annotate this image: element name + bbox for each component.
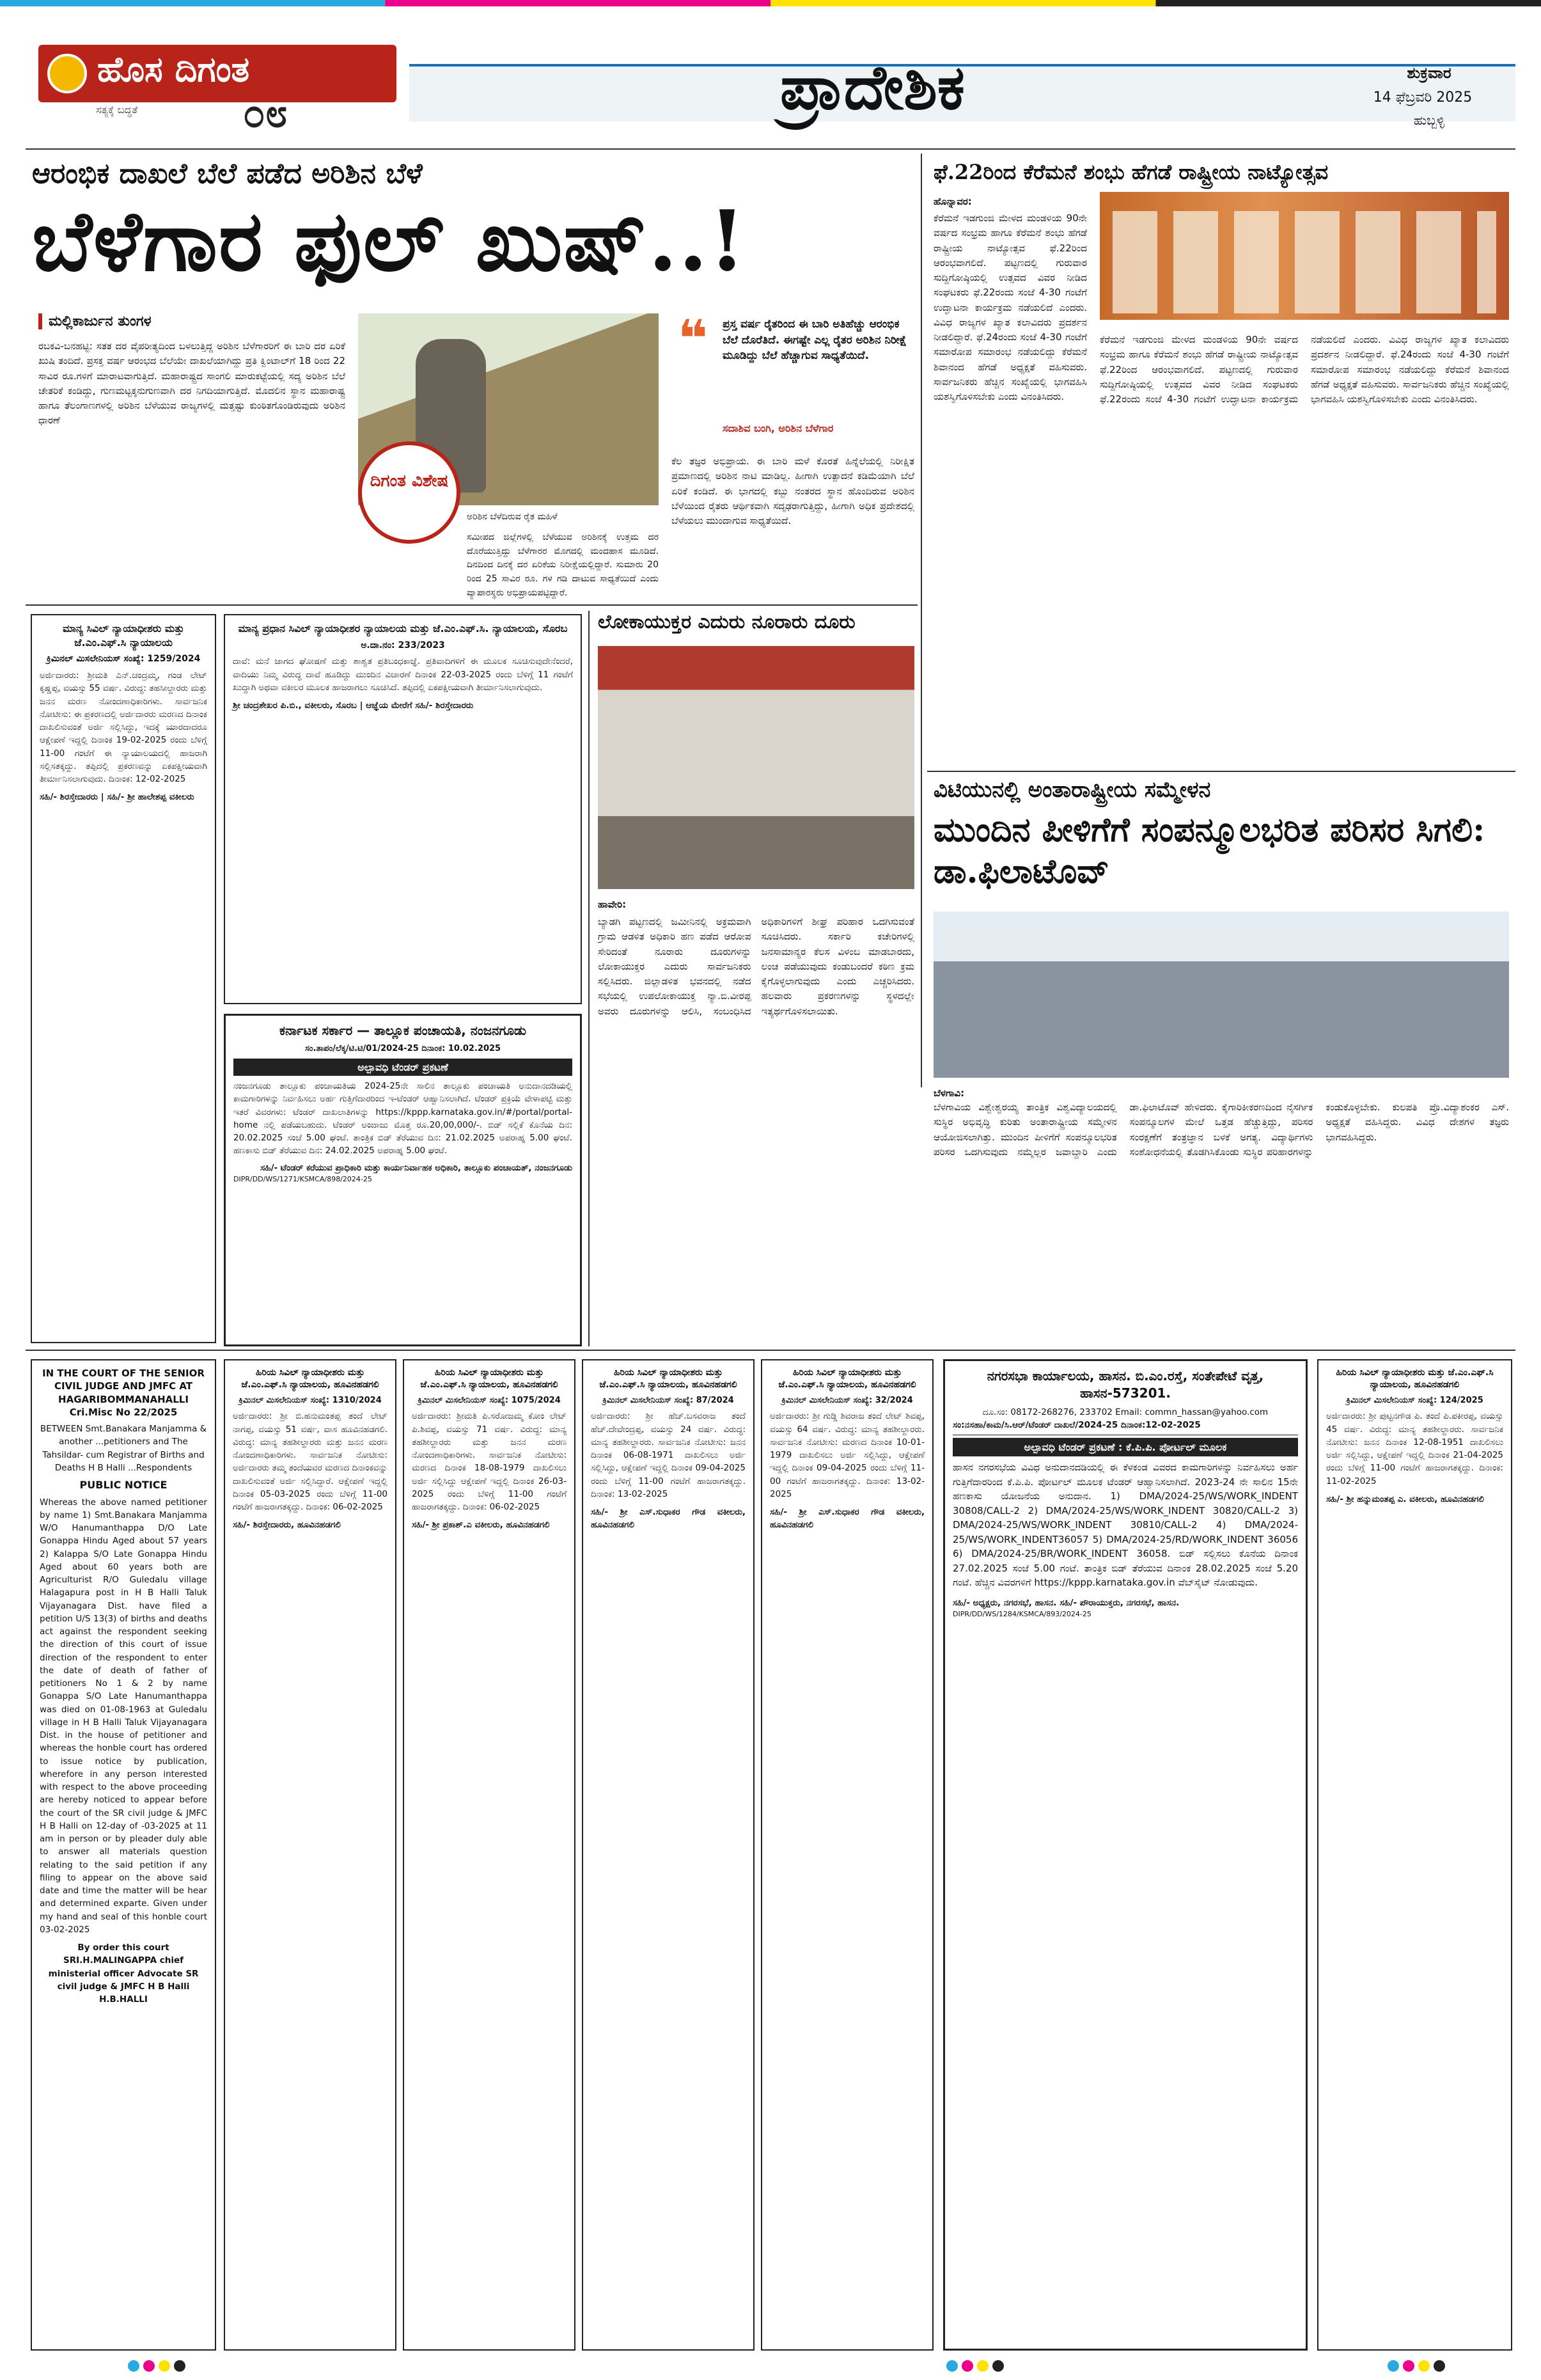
notice-bottom-4-title: ಹಿರಿಯ ಸಿವಿಲ್ ನ್ಯಾಯಾಧೀಶರು ಮತ್ತು ಜೆ.ಎಂ.ಎಫ್.ಸಿ ನ್ಯಾಯಾಲಯ, ಹೂವಿನಹಡಗಲಿ [778,1367,916,1390]
notice-bottom-3 [582,1359,755,2351]
photo-caption: ಅರಿಶಿನ ಬೆಳೆದಿರುವ ರೈತ ಮಹಿಳೆ [467,512,558,522]
notice-bottom-4-body: ಅರ್ಜಿದಾರರು: ಶ್ರೀ ಗುಡ್ಡಿ ಶಿವರಾಜ ತಂದೆ ಲೇಟ್ ಶಿವಪ್ಪ, ವಯಸ್ಸು 64 ವರ್ಷ. ವಿರುದ್ಧ: ಮಾನ್ಯ ತಹಶೀಲ್ದಾರರು. ಸಾರ್ವಜನಿಕ ನೋಟೀಸು: ಮರಣದ ದಿನಾಂಕ 10-01-1979 ದಾಖಲಿಸಲು ಅರ್ಜಿ ಸಲ್ಲಿಸಿದ್ದು, ಆಕ್ಷೇಪಣೆ ಇದ್ದಲ್ಲಿ ದಿನಾಂಕ 09-04-2025 ರಂದು ಬೆಳಿಗ್ಗೆ 11-00 ಗಂಟೆಗೆ ಹಾಜರಾಗತಕ್ಕದ್ದು. ದಿನಾಂಕ: 13-02-2025 [770,1411,925,1499]
notice-hassan-ref: ಸಂ:ನಸಹಾ/ಕಾಮ/ಸಿ.ಆರ್/ಟೆಂಡರ್ ದಾಖಲೆ/2024-25 ದಿನಾಂಕ:12-02-2025 [953,1419,1298,1435]
registration-marks-mid [946,2360,1008,2374]
notice-bottom-4-case: ಕ್ರಿಮಿನಲ್ ಮಿಸಲೇನಿಯಸ್ ಸಂಖ್ಯೆ: 32/2024 [781,1395,913,1405]
notice-hassan-code: DIPR/DD/WS/1284/KSMCA/893/2024-25 [953,1609,1091,1618]
notice-bottom-5 [1317,1359,1512,2351]
notice-bottom-1-title: ಹಿರಿಯ ಸಿವಿಲ್ ನ್ಯಾಯಾಧೀಶರು ಮತ್ತು ಜೆ.ಎಂ.ಎಫ್.ಸಿ ನ್ಯಾಯಾಲಯ, ಹೂವಿನಹಡಗಲಿ [241,1367,379,1390]
notice-left-case: ಕ್ರಿಮಿನಲ್ ಮಿಸಲೇನಿಯಸ್ ಸಂಖ್ಯೆ: 1259/2024 [46,654,201,665]
section-title: ಪ್ರಾದೇಶಿಕ [780,51,965,123]
notice-sorab [224,614,582,1004]
notice-english-between: BETWEEN Smt.Banakara Manjamma & another ...petitioners and The Tahsildar- cum Registrar of Births and Deaths H B Halli ...Respondents [40,1424,207,1473]
notice-english-sub: PUBLIC NOTICE [79,1479,168,1491]
festival-story [927,154,1515,768]
badge-text: ದಿಗಂತ ವಿಶೇಷ [370,471,449,491]
notice-bottom-1-footer: ಸಹಿ/- ಶಿರಸ್ತೇದಾರರು, ಹೂವಿನಹಡಗಲಿ [233,1520,341,1531]
top-color-strip [0,0,1541,6]
logo-emblem-icon [47,54,87,93]
notice-hassan-title: ನಗರಸಭಾ ಕಾರ್ಯಾಲಯ, ಹಾಸನ. ಬಿ.ಎಂ.ರಸ್ತೆ, ಸಂತೇಪೇಟೆ ವೃತ್ತ, ಹಾಸನ-573201. [987,1368,1264,1401]
page-number: ೦೮ [243,90,288,136]
notice-sorab-body: ದಾವೆ: ಮನೆ ಜಾಗದ ಘೋಷಣೆ ಮತ್ತು ಶಾಶ್ವತ ಪ್ರತಿಬಂಧಕಾಜ್ಞೆ. ಪ್ರತಿವಾದಿಗಳಿಗೆ ಈ ಮೂಲಕ ಸೂಚಿಸುವುದೇನೆಂದರೆ, ವಾದಿಯು ನಿಮ್ಮ ವಿರುದ್ಧ ದಾವೆ ಹೂಡಿದ್ದು ಮುಂದಿನ ವಿಚಾರಣೆ ದಿನಾಂಕ 22-03-2025 ರಂದು ಬೆಳಿಗ್ಗೆ 11 ಗಂಟೆಗೆ ಖುದ್ದಾಗಿ ಅಥವಾ ವಕೀಲರ ಮೂಲಕ ಹಾಜರಾಗಲು ಸೂಚಿಸಿದೆ. ತಪ್ಪಿದಲ್ಲಿ ಏಕಪಕ್ಷೀಯವಾಗಿ ತೀರ್ಮಾನಿಸಲಾಗುವುದು. [233,656,573,693]
notice-hassan-body: ಹಾಸನ ನಗರಸಭೆಯ ವಿವಿಧ ಅನುದಾನದಡಿಯಲ್ಲಿ ಈ ಕೆಳಕಂಡ ವಿವರದ ಕಾಮಗಾರಿಗಳನ್ನು ನಿರ್ವಹಿಸಲು ಅರ್ಹ ಗುತ್ತಿಗೆದಾರರಿಂದ ಕೆ.ಪಿ.ಪಿ. ಪೋರ್ಟಲ್ ಮೂಲಕ ಟೆಂಡರ್ ಆಹ್ವಾನಿಸಲಾಗಿದೆ. 2023-24 ನೇ ಸಾಲಿನ 15ನೇ ಹಣಕಾಸು ಯೋಜನೆಯ ಅನುದಾನ. 1) DMA/2024-25/WS/WORK_INDENT 30808/CALL-2 2) DMA/2024-25/WS/WORK_INDENT 30820/CALL-2 3) DMA/2024-25/WS/WORK_INDENT 30810/CALL-2 4) DMA/2024-25/WS/WORK_INDENT36057 5) DMA/2024-25/RD/WORK_INDENT 36056 6) DMA/2024-25/BR/WORK_INDENT 36058. ಬಿಡ್ ಸಲ್ಲಿಸಲು ಕೊನೆಯ ದಿನಾಂಕ 27.02.2025 ಸಂಜೆ 5.00 ಗಂಟೆ. ತಾಂತ್ರಿಕ ಬಿಡ್ ತೆರೆಯುವ ದಿನಾಂಕ 28.02.2025 ಸಂಜೆ 5.20 ಗಂಟೆ. ಹೆಚ್ಚಿನ ವಿವರಗಳಿಗೆ https://kppp.karnataka.gov.in ವೆಬ್‌ಸೈಟ್ ನೋಡುವುದು. [953,1462,1298,1589]
lead-col2: ಸಮೀಪದ ಜಿಲ್ಲೆಗಳಲ್ಲಿ ಬೆಳೆಯುವ ಅರಿಶಿನಕ್ಕೆ ಉತ್ತಮ ದರ ದೊರೆಯುತ್ತಿದ್ದು ಬೆಳೆಗಾರರ ಮೊಗದಲ್ಲಿ ಮಂದಹಾಸ ಮೂಡಿದೆ. ದಿನದಿಂದ ದಿನಕ್ಕೆ ದರ ಏರಿಕೆಯ ನಿರೀಕ್ಷೆಯಲ್ಲಿದ್ದಾರೆ. ಸುಮಾರು 20 ರಿಂದ 25 ಸಾವಿರ ರೂ. ಗಳ ಗಡಿ ದಾಟುವ ಸಾಧ್ಯತೆಯಿದೆ ಎಂದು ವ್ಯಾಪಾರಸ್ಥರು ಅಭಿಪ್ರಾಯಪಟ್ಟಿದ್ದಾರೆ. [467,532,659,598]
divider-festival [927,771,1515,772]
logo-text: ಹೊಸ ದಿಗಂತ [97,49,250,90]
notice-english-footer: By order this court SRI.H.MALINGAPPA chief ministerial officer Advocate SR civil judge & JMFC H B Halli H.B.HALLI [48,1943,199,2005]
festival-body-2: ಕೆರೆಮನೆ ಇಡಗುಂಜಿ ಮೇಳದ ಮಂಡಳಿಯ 90ನೇ ವರ್ಷದ ಸಂಭ್ರಮ ಹಾಗೂ ಕೆರೆಮನೆ ಶಂಭು ಹೆಗಡೆ ರಾಷ್ಟ್ರೀಯ ನಾಟ್ಯೋತ್ಸವ ಫೆ.22ರಿಂದ ಆರಂಭವಾಗಲಿದೆ. ಪಟ್ಟಣದಲ್ಲಿ ಗುರುವಾರ ಸುದ್ದಿಗೋಷ್ಠಿಯಲ್ಲಿ ಉತ್ಸವದ ವಿವರ ನೀಡಿದ ಸಂಘಟಕರು ಫೆ.22ರಂದು ಸಂಜೆ 4-30 ಗಂಟೆಗೆ ಉದ್ಘಾಟನಾ ಕಾರ್ಯಕ್ರಮ ನಡೆಯಲಿದೆ ಎಂದರು. ವಿವಿಧ ರಾಜ್ಯಗಳ ಖ್ಯಾತ ಕಲಾವಿದರು ಪ್ರದರ್ಶನ ನೀಡಲಿದ್ದಾರೆ. ಫೆ.24ರಂದು ಸಂಜೆ 4-30 ಗಂಟೆಗೆ ಸಮಾರೋಪ ಸಮಾರಂಭ ನಡೆಯಲಿದ್ದು ಕೆರೆಮನೆ ಶಿವಾನಂದ ಹೆಗಡೆ ಅಧ್ಯಕ್ಷತೆ ವಹಿಸುವರು. ಸಾರ್ವಜನಿಕರು ಹೆಚ್ಚಿನ ಸಂಖ್ಯೆಯಲ್ಲಿ ಭಾಗವಹಿಸಿ ಯಶಸ್ವಿಗೊಳಿಸಬೇಕು ಎಂದು ವಿನಂತಿಸಿದರು. [1100,334,1509,405]
lead-col1: ರಬಕವಿ-ಬನಹಟ್ಟಿ: ಸತತ ದರ ವೈಪರೀತ್ಯದಿಂದ ಬಳಲುತ್ತಿದ್ದ ಅರಿಶಿನ ಬೆಳೆಗಾರರಿಗೆ ಈ ಬಾರಿ ದರ ಏರಿಕೆ ಖುಷಿ ತಂದಿದೆ. ಪ್ರಸಕ್ತ ವರ್ಷ ಆರಂಭದ ಬೆಲೆಯೇ ದಾಖಲೆಯಾಗಿದ್ದು ಪ್ರತಿ ಕ್ವಿಂಟಾಲ್‌ಗೆ 18 ರಿಂದ 22 ಸಾವಿರ ರೂ.ಗಳಿಗೆ ಮಾರಾಟವಾಗುತ್ತಿದೆ. ಮಹಾರಾಷ್ಟ್ರದ ಸಾಂಗಲಿ ಮಾರುಕಟ್ಟೆಯಲ್ಲಿ ಸದ್ಯ ಅರಿಶಿನ ಬೆಲೆ ಚೇತರಿಕೆ ಕಂಡಿದ್ದು, ಗುಣಮಟ್ಟಕ್ಕನುಗುಣವಾಗಿ ದರ ನಿಗದಿಯಾಗುತ್ತಿದೆ. ಮೊದಲಿನ ಸ್ಥಾನ ಮಹಾರಾಷ್ಟ್ರ ಹಾಗೂ ತೆಲಂಗಾಣಗಳಲ್ಲಿ ಅರಿಶಿನ ಬೆಳೆಯುವ ರಾಜ್ಯಗಳಲ್ಲಿ ಮತ್ತಷ್ಟು ಕುಂಠಿತಗೊಂಡಿರುವುದು ಅರಿಶಿನ ಧಾರಣೆ [38,340,345,427]
notice-hassan [943,1359,1308,2351]
vtu-story [927,777,1515,1340]
notice-bottom-3-title: ಹಿರಿಯ ಸಿವಿಲ್ ನ್ಯಾಯಾಧೀಶರು ಮತ್ತು ಜೆ.ಎಂ.ಎಫ್.ಸಿ ನ್ಯಾಯಾಲಯ, ಹೂವಿನಹಡಗಲಿ [599,1367,737,1390]
notice-nanjangud [224,1014,582,1346]
vtu-body: ಬೆಳಗಾವಿಯ ವಿಶ್ವೇಶ್ವರಯ್ಯ ತಾಂತ್ರಿಕ ವಿಶ್ವವಿದ್ಯಾಲಯದಲ್ಲಿ ಸುಸ್ಥಿರ ಅಭಿವೃದ್ಧಿ ಕುರಿತು ಅಂತಾರಾಷ್ಟ್ರೀಯ ಸಮ್ಮೇಳನ ಆಯೋಜಿಸಲಾಗಿತ್ತು. ಮುಂದಿನ ಪೀಳಿಗೆಗೆ ಸಂಪನ್ಮೂಲಭರಿತ ಪರಿಸರ ಒದಗಿಸುವುದು ನಮ್ಮೆಲ್ಲರ ಜವಾಬ್ದಾರಿ ಎಂದು ಡಾ.ಫಿಲಾಟೊವ್ ಹೇಳಿದರು. ಕೈಗಾರಿಕೀಕರಣದಿಂದ ನೈಸರ್ಗಿಕ ಸಂಪನ್ಮೂಲಗಳ ಮೇಲೆ ಒತ್ತಡ ಹೆಚ್ಚುತ್ತಿದ್ದು, ಪರಿಸರ ಸಂರಕ್ಷಣೆಗೆ ತಂತ್ರಜ್ಞಾನ ಬಳಕೆ ಅಗತ್ಯ. ವಿದ್ಯಾರ್ಥಿಗಳು ಸಂಶೋಧನೆಯಲ್ಲಿ ತೊಡಗಿಸಿಕೊಂಡು ಸುಸ್ಥಿರ ಪರಿಹಾರಗಳನ್ನು ಕಂಡುಕೊಳ್ಳಬೇಕು. ಕುಲಪತಿ ಪ್ರೊ.ವಿದ್ಯಾಶಂಕರ ಎಸ್. ಅಧ್ಯಕ್ಷತೆ ವಹಿಸಿದ್ದರು. ವಿವಿಧ ದೇಶಗಳ ತಜ್ಞರು ಭಾಗವಹಿಸಿದ್ದರು. [934,1101,1509,1158]
notice-bottom-3-body: ಅರ್ಜಿದಾರರು: ಶ್ರೀ ಹೆಚ್.ಬಸವರಾಜ ತಂದೆ ಹೆಚ್.ದೇವೇಂದ್ರಪ್ಪ, ವಯಸ್ಸು 24 ವರ್ಷ. ವಿರುದ್ಧ: ಮಾನ್ಯ ತಹಶೀಲ್ದಾರರು. ಸಾರ್ವಜನಿಕ ನೋಟೀಸು: ಜನನ ದಿನಾಂಕ 06-08-1971 ದಾಖಲಿಸಲು ಅರ್ಜಿ ಸಲ್ಲಿಸಿದ್ದು, ಆಕ್ಷೇಪಣೆ ಇದ್ದಲ್ಲಿ ದಿನಾಂಕ 09-04-2025 ರಂದು ಬೆಳಿಗ್ಗೆ 11-00 ಗಂಟೆಗೆ ಹಾಜರಾಗತಕ್ಕದ್ದು. ದಿನಾಂಕ: 13-02-2025 [591,1411,746,1499]
notice-bottom-1-case: ಕ್ರಿಮಿನಲ್ ಮಿಸಲೇನಿಯಸ್ ಸಂಖ್ಯೆ: 1310/2024 [239,1395,382,1405]
notice-english-title: IN THE COURT OF THE SENIOR CIVIL JUDGE AND JMFC AT HAGARIBOMMANAHALLI Cri.Misc No 22/2025 [42,1367,205,1418]
lokayukta-photo [598,646,914,889]
vtu-dateline: ಬೆಳಗಾವಿ: [934,1087,965,1099]
notice-bottom-2 [403,1359,575,2351]
notice-left-title: ಮಾನ್ಯ ಸಿವಿಲ್ ನ್ಯಾಯಾಧೀಶರು ಮತ್ತು ಜೆ.ಎಂ.ಎಫ್.ಸಿ ನ್ಯಾಯಾಲಯ [63,622,184,649]
logo-tagline: ಸತ್ಯಕ್ಕೆ ಬದ್ಧತೆ [96,104,138,116]
notice-nanjangud-footer: ಸಹಿ/- ಟೆಂಡರ್ ಕರೆಯುವ ಪ್ರಾಧಿಕಾರಿ ಮತ್ತು ಕಾರ್ಯನಿರ್ವಾಹಕ ಅಧಿಕಾರಿ, ತಾಲ್ಲೂಕು ಪಂಚಾಯತ್, ನಂಜನಗೂಡು [260,1162,572,1173]
notice-bottom-5-title: ಹಿರಿಯ ಸಿವಿಲ್ ನ್ಯಾಯಾಧೀಶರು ಮತ್ತು ಜೆ.ಎಂ.ಎಫ್.ಸಿ ನ್ಯಾಯಾಲಯ, ಹೂವಿನಹಡಗಲಿ [1336,1367,1494,1390]
digantha-vishesha-badge [358,441,460,544]
vtu-kicker: ವಿಟಿಯುನಲ್ಲಿ ಅಂತಾರಾಷ್ಟ್ರೀಯ ಸಮ್ಮೇಳನ [934,777,1211,803]
notice-bottom-3-footer: ಸಹಿ/- ಶ್ರೀ ಎಸ್.ಸುಧಾಕರ ಗೌಡ ವಕೀಲರು, ಹೂವಿನಹಡಗಲಿ [591,1507,746,1531]
festival-headline: ಫೆ.22ರಿಂದ ಕೆರೆಮನೆ ಶಂಭು ಹೆಗಡೆ ರಾಷ್ಟ್ರೀಯ ನಾಟ್ಯೋತ್ಸವ [934,160,1329,184]
notice-sorab-title: ಮಾನ್ಯ ಪ್ರಧಾನ ಸಿವಿಲ್ ನ್ಯಾಯಾಧೀಶರ ನ್ಯಾಯಾಲಯ ಮತ್ತು ಜೆ.ಎಂ.ಎಫ್.ಸಿ. ನ್ಯಾಯಾಲಯ, ಸೊರಬ [238,622,568,634]
lead-kicker: ಆರಂಭಿಕ ದಾಖಲೆ ಬೆಲೆ ಪಡೆದ ಅರಿಶಿನ ಬೆಳೆ [32,157,423,190]
notice-english [31,1359,216,2351]
lead-headline: ಬೆಳೆಗಾರ ಫುಲ್ ಖುಷ್..! [32,192,747,290]
notice-hassan-contact: ದೂ.ಸಂ: 08172-268276, 233702 Email: commn_hassan@yahoo.com [982,1407,1269,1417]
festival-dateline: ಹೊನ್ನಾವರ: [934,196,972,207]
masthead [26,26,1515,147]
lead-quote: ಪ್ರಸ್ತ ವರ್ಷ ರೈತರಿಂದ ಈ ಬಾರಿ ಅತಿಹೆಚ್ಚು ಆರಂಭಿಕ ಬೆಲೆ ದೊರೆತಿದೆ. ಈಗಷ್ಟೇ ಎಲ್ಲ ರೈತರ ಅರಿಶಿನ ನಿರೀಕ್ಷೆ ಮೂಡಿದ್ದು ಬೆಲೆ ಹೆಚ್ಚಾಗುವ ಸಾಧ್ಯತೆಯಿದೆ. [723,318,907,363]
notice-left [31,614,216,1343]
notice-nanjangud-case: ಸಂ.ತಾಪಂ/ಲೆಕ್ಕ/ಟಿ.ಟಿ/01/2024-25 ದಿನಾಂಕ: 10.02.2025 [304,1044,501,1053]
divider-notices [26,1350,1515,1351]
notice-nanjangud-sub: ಅಲ್ಪಾವಧಿ ಟೆಂಡರ್ ಪ್ರಕಟಣೆ [233,1059,572,1076]
col-divider-2 [588,611,590,1346]
notice-hassan-footer: ಸಹಿ/- ಅಧ್ಯಕ್ಷರು, ನಗರಸಭೆ, ಹಾಸನ. ಸಹಿ/- ಪೌರಾಯುಕ್ತರು, ನಗರಸಭೆ, ಹಾಸನ. [953,1597,1180,1608]
logo-block [38,45,396,102]
festival-photo [1100,192,1509,320]
notice-bottom-2-footer: ಸಹಿ/- ಶ್ರೀ ಪ್ರಕಾಶ್.ಎ ವಕೀಲರು, ಹೂವಿನಹಡಗಲಿ [412,1520,550,1531]
lead-byline: ಮಲ್ಲಿಕಾರ್ಜುನ ತುಂಗಳ [38,313,152,329]
notice-hassan-sub: ಅಲ್ಪಾವಧಿ ಟೆಂಡರ್ ಪ್ರಕಟಣೆ : ಕೆ.ಪಿ.ಪಿ. ಪೋರ್ಟಲ್ ಮೂಲಕ [953,1438,1298,1457]
lead-story [26,154,914,601]
vtu-headline: ಮುಂದಿನ ಪೀಳಿಗೆಗೆ ಸಂಪನ್ಮೂಲಭರಿತ ಪರಿಸರ ಸಿಗಲಿ: ಡಾ.ಫಿಲಾಟೊವ್ [934,810,1485,891]
notice-bottom-4-footer: ಸಹಿ/- ಶ್ರೀ ಎಸ್.ಸುಧಾಕರ ಗೌಡ ವಕೀಲರು, ಹೂವಿನಹಡಗಲಿ [770,1507,925,1531]
notice-bottom-1-body: ಅರ್ಜಿದಾರರು: ಶ್ರೀ ಬಿ.ಹನುಮಂತಪ್ಪ ತಂದೆ ಲೇಟ್ ನಾಗಪ್ಪ, ವಯಸ್ಸು 51 ವರ್ಷ, ವಾಸ ಹೂವಿನಹಡಗಲಿ. ವಿರುದ್ಧ: ಮಾನ್ಯ ತಹಶೀಲ್ದಾರರು ಮತ್ತು ಜನನ ಮರಣ ನೋಂದಣಾಧಿಕಾರಿಗಳು. ಸಾರ್ವಜನಿಕ ನೋಟೀಸು: ಅರ್ಜಿದಾರರು ತಮ್ಮ ತಂದೆಯವರ ಮರಣದ ದಿನಾಂಕವನ್ನು ದಾಖಲಿಸುವಂತೆ ಅರ್ಜಿ ಸಲ್ಲಿಸಿದ್ದಾರೆ. ಆಕ್ಷೇಪಣೆ ಇದ್ದಲ್ಲಿ ದಿನಾಂಕ 05-03-2025 ರಂದು ಬೆಳಿಗ್ಗೆ 11-00 ಗಂಟೆಗೆ ಹಾಜರಾಗತಕ್ಕದ್ದು. ದಿನಾಂಕ: 06-02-2025 [233,1411,387,1513]
lead-quote-by: ಸದಾಶಿವ ಬಂಗಿ, ಅರಿಶಿನ ಬೆಳೆಗಾರ [723,422,834,434]
quote-mark-icon: ❝ [678,309,708,368]
notice-nanjangud-code: DIPR/DD/WS/1271/KSMCA/898/2024-25 [233,1174,372,1183]
issue-date: 14 ಫೆಬ್ರವರಿ 2025 [1373,90,1473,106]
notice-nanjangud-body: ನಂಜನಗೂಡು ತಾಲ್ಲೂಕು ಪಂಚಾಯತಿಯ 2024-25ನೇ ಸಾಲಿನ ತಾಲ್ಲೂಕು ಪಂಚಾಯತಿ ಅನುದಾನದಡಿಯಲ್ಲಿ ಕಾಮಗಾರಿಗಳನ್ನು ನಿರ್ವಹಿಸಲು ಅರ್ಹ ಗುತ್ತಿಗೆದಾರರಿಂದ ಇ-ಟೆಂಡರ್ ಆಹ್ವಾನಿಸಲಾಗಿದೆ. ಟೆಂಡರ್ ಪ್ರಕ್ರಿಯೆ ವೇಳಾಪಟ್ಟಿ ಮತ್ತು ಇತರೆ ವಿವರಗಳು: ಟೆಂಡರ್ ದಾಖಲಾತಿಗಳನ್ನು https://kppp.karnataka.gov.in/#/portal/portal-home ನಲ್ಲಿ ಪಡೆಯಬಹುದು. ಟೆಂಡರ್ ಅಂದಾಜು ಮೊತ್ತ ರೂ.20,00,000/-. ಬಿಡ್ ಸಲ್ಲಿಕೆ ಕೊನೆಯ ದಿನ: 20.02.2025 ಸಂಜೆ 5.00 ಘಂಟೆ. ತಾಂತ್ರಿಕ ಬಿಡ್ ತೆರೆಯುವ ದಿನ: 21.02.2025 ಅಪರಾಹ್ನ 5.00 ಘಂಟೆ. ಹಣಕಾಸು ಬಿಡ್ ತೆರೆಯುವ ದಿನ: 24.02.2025 ಅಪರಾಹ್ನ 5.00 ಘಂಟೆ. [233,1081,572,1156]
lokayukta-dateline: ಹಾವೇರಿ: [598,899,627,910]
vtu-photo [934,911,1509,1078]
registration-marks-right [1388,2360,1449,2374]
registration-marks-left [128,2360,189,2374]
notice-sorab-footer: ಶ್ರೀ ಚಂದ್ರಶೇಖರ ಪಿ.ಬಿ., ವಕೀಲರು, ಸೊರಬ | ಆಜ್ಞೆಯ ಮೇರೆಗೆ ಸಹಿ/- ಶಿರಸ್ತೇದಾರರು [233,700,474,711]
masthead-divider [26,148,1515,150]
notice-bottom-4 [761,1359,934,2351]
lokayukta-body: ಬ್ಯಾಡಗಿ ಪಟ್ಟಣದಲ್ಲಿ ಜಮೀನಿನಲ್ಲಿ ಅಕ್ರಮವಾಗಿ ಗ್ರಾಮ ಆಡಳಿತ ಅಧಿಕಾರಿ ಹಣ ಪಡೆದ ಆರೋಪ ಸೇರಿದಂತೆ ನೂರಾರು ದೂರುಗಳನ್ನು ಲೋಕಾಯುಕ್ತರ ಎದುರು ಸಾರ್ವಜನಿಕರು ಸಲ್ಲಿಸಿದರು. ಜಿಲ್ಲಾಡಳಿತ ಭವನದಲ್ಲಿ ನಡೆದ ಸಭೆಯಲ್ಲಿ ಉಪಲೋಕಾಯುಕ್ತ ನ್ಯಾ.ಬಿ.ವೀರಪ್ಪ ಅವರು ದೂರುಗಳನ್ನು ಆಲಿಸಿ, ಸಂಬಂಧಿಸಿದ ಅಧಿಕಾರಿಗಳಿಗೆ ಶೀಘ್ರ ಪರಿಹಾರ ಒದಗಿಸುವಂತೆ ಸೂಚಿಸಿದರು. ಸರ್ಕಾರಿ ಕಚೇರಿಗಳಲ್ಲಿ ಜನಸಾಮಾನ್ಯರ ಕೆಲಸ ವಿಳಂಬ ಮಾಡಬಾರದು, ಲಂಚ ಪಡೆಯುವುದು ಕಂಡುಬಂದರೆ ಕಠಿಣ ಕ್ರಮ ಕೈಗೊಳ್ಳಲಾಗುವುದು ಎಂದು ಎಚ್ಚರಿಸಿದರು. ಹಲವಾರು ಪ್ರಕರಣಗಳನ್ನು ಸ್ಥಳದಲ್ಲೇ ಇತ್ಯರ್ಥಗೊಳಿಸಲಾಯಿತು. [598,916,914,1017]
notice-bottom-2-body: ಅರ್ಜಿದಾರರು: ಶ್ರೀಮತಿ ಪಿ.ಸರೋಜಮ್ಮ ಕೋಂ ಲೇಟ್ ಪಿ.ಶಿವಪ್ಪ, ವಯಸ್ಸು 71 ವರ್ಷ. ವಿರುದ್ಧ: ಮಾನ್ಯ ತಹಶೀಲ್ದಾರರು ಮತ್ತು ಜನನ ಮರಣ ನೋಂದಣಾಧಿಕಾರಿಗಳು. ಸಾರ್ವಜನಿಕ ನೋಟೀಸು: ಮರಣದ ದಿನಾಂಕ 18-08-1979 ದಾಖಲಿಸಲು ಅರ್ಜಿ ಸಲ್ಲಿಸಿದ್ದು ಆಕ್ಷೇಪಣೆ ಇದ್ದಲ್ಲಿ ದಿನಾಂಕ 26-03-2025 ರಂದು ಬೆಳಿಗ್ಗೆ 11-00 ಗಂಟೆಗೆ ಹಾಜರಾಗತಕ್ಕದ್ದು. ದಿನಾಂಕ: 06-02-2025 [412,1411,567,1513]
issue-day: ಶುಕ್ರವಾರ [1407,64,1451,82]
lead-col3: ಕೆಲ ತಜ್ಞರ ಅಭಿಪ್ರಾಯ. ಈ ಬಾರಿ ಮಳೆ ಕೊರತೆ ಹಿನ್ನೆಲೆಯಲ್ಲಿ ನಿರೀಕ್ಷಿತ ಪ್ರಮಾಣದಲ್ಲಿ ಅರಿಶಿನ ನಾಟಿ ಮಾಡಿಲ್ಲ. ಹೀಗಾಗಿ ಉತ್ಪಾದನೆ ಕಡಿಮೆಯಾಗಿ ಬೆಲೆ ಏರಿಕೆ ಕಂಡಿದೆ. ಈ ಭಾಗದಲ್ಲಿ ಕಬ್ಬು ನಂತರದ ಸ್ಥಾನ ಹೊಂದಿರುವ ಅರಿಶಿನ ಬೆಳೆಯಿಂದ ರೈತರು ಆರ್ಥಿಕವಾಗಿ ಸದೃಢರಾಗುತ್ತಿದ್ದು, ಹೀಗಾಗಿ ಅಧಿಕ ಪ್ರದೇಶದಲ್ಲಿ ಬೆಳೆಯಲು ಮುಂದಾಗುವ ಸಾಧ್ಯತೆಯಿದೆ. [671,455,914,526]
notice-bottom-5-body: ಅರ್ಜಿದಾರರು: ಶ್ರೀ ಪುಟ್ಟನಗೌಡ ಪಿ. ತಂದೆ ಪಿ.ಪಕೀರಪ್ಪ, ವಯಸ್ಸು 45 ವರ್ಷ. ವಿರುದ್ಧ: ಮಾನ್ಯ ತಹಶೀಲ್ದಾರರು. ಸಾರ್ವಜನಿಕ ನೋಟೀಸು: ಜನನ ದಿನಾಂಕ 12-08-1951 ದಾಖಲಿಸಲು ಅರ್ಜಿ ಸಲ್ಲಿಸಿದ್ದು, ಆಕ್ಷೇಪಣೆ ಇದ್ದಲ್ಲಿ ದಿನಾಂಕ 21-04-2025 ರಂದು ಬೆಳಿಗ್ಗೆ 11-00 ಗಂಟೆಗೆ ಹಾಜರಾಗತಕ್ಕದ್ದು. ದಿನಾಂಕ: 11-02-2025 [1326,1411,1503,1486]
notice-left-footer: ಸಹಿ/- ಶಿರಸ್ತೇದಾರರು | ಸಹಿ/- ಶ್ರೀ ಹಾಲೇಶಪ್ಪ ವಕೀಲರು [40,792,194,803]
notice-bottom-5-footer: ಸಹಿ/- ಶ್ರೀ ಹನ್ನುಮಂತಪ್ಪ ಎ. ವಕೀಲರು, ಹೂವಿನಹಡಗಲಿ [1326,1493,1485,1504]
lokayukta-headline: ಲೋಕಾಯುಕ್ತರ ಎದುರು ನೂರಾರು ದೂರು [598,611,856,633]
notice-bottom-2-case: ಕ್ರಿಮಿನಲ್ ಮಿಸಲೇನಿಯಸ್ ಸಂಖ್ಯೆ: 1075/2024 [418,1395,561,1405]
dignitary-row [1113,211,1496,313]
lokayukta-story [595,611,918,1346]
issue-city: ಹುಬ್ಬಳ್ಳಿ [1413,113,1445,128]
col-divider-1 [921,154,922,1087]
notice-bottom-1 [224,1359,396,2351]
notice-sorab-case: ಅ.ದಾ.ನಂ: 233/2023 [361,640,445,650]
notice-english-body: Whereas the above named petitioner by name 1) Smt.Banakara Manjamma W/O Hanumanthappa D/O Late Gonappa Hindu Aged about 57 years 2) Kalappa S/O Late Gonappa Hindu Aged about 60 years both are Agriculturist R/O Guledalu village Halagapura post in H B Halli Taluk Vijayanagara Dist. have filed a petition U/S 13(3) of births and deaths act against the respondent seeking the direction of this court of issue direction of the respondent to enter the date of death of father of petitioners No 1 & 2 by name Gonappa S/O Late Hanumanthappa was died on 01-08-1963 at Guledalu village in H B Halli Taluk Vijayanagara Dist. in the house of petitioner and whereas the honble court has ordered to issue notice by publication, wherefore in any person interested with respect to the above proceeding are hereby noticed to appear before the court of the SR civil judge & JMFC H B Halli on 12-day of -03-2025 at 11 am in person or by pleader duly able to answer all materials question relating to the said petition if any filing to appear on the above said date and time the matter will be hear and determined exparte. Given under my hand and seal of this honble court 03-02-2025 [40,1497,207,1935]
divider-lead [26,604,918,606]
festival-body: ಕೆರೆಮನೆ ಇಡಗುಂಜಿ ಮೇಳದ ಮಂಡಳಿಯ 90ನೇ ವರ್ಷದ ಸಂಭ್ರಮ ಹಾಗೂ ಕೆರೆಮನೆ ಶಂಭು ಹೆಗಡೆ ರಾಷ್ಟ್ರೀಯ ನಾಟ್ಯೋತ್ಸವ ಫೆ.22ರಿಂದ ಆರಂಭವಾಗಲಿದೆ. ಪಟ್ಟಣದಲ್ಲಿ ಗುರುವಾರ ಸುದ್ದಿಗೋಷ್ಠಿಯಲ್ಲಿ ಉತ್ಸವದ ವಿವರ ನೀಡಿದ ಸಂಘಟಕರು ಫೆ.22ರಂದು ಸಂಜೆ 4-30 ಗಂಟೆಗೆ ಉದ್ಘಾಟನಾ ಕಾರ್ಯಕ್ರಮ ನಡೆಯಲಿದೆ ಎಂದರು. ವಿವಿಧ ರಾಜ್ಯಗಳ ಖ್ಯಾತ ಕಲಾವಿದರು ಪ್ರದರ್ಶನ ನೀಡಲಿದ್ದಾರೆ. ಫೆ.24ರಂದು ಸಂಜೆ 4-30 ಗಂಟೆಗೆ ಸಮಾರೋಪ ಸಮಾರಂಭ ನಡೆಯಲಿದ್ದು ಕೆರೆಮನೆ ಶಿವಾನಂದ ಹೆಗಡೆ ಅಧ್ಯಕ್ಷತೆ ವಹಿಸುವರು. ಸಾರ್ವಜನಿಕರು ಹೆಚ್ಚಿನ ಸಂಖ್ಯೆಯಲ್ಲಿ ಭಾಗವಹಿಸಿ ಯಶಸ್ವಿಗೊಳಿಸಬೇಕು ಎಂದು ವಿನಂತಿಸಿದರು. [934,212,1087,402]
notice-bottom-2-title: ಹಿರಿಯ ಸಿವಿಲ್ ನ್ಯಾಯಾಧೀಶರು ಮತ್ತು ಜೆ.ಎಂ.ಎಫ್.ಸಿ ನ್ಯಾಯಾಲಯ, ಹೂವಿನಹಡಗಲಿ [420,1367,558,1390]
notice-nanjangud-title: ಕರ್ನಾಟಕ ಸರ್ಕಾರ — ತಾಲ್ಲೂಕ ಪಂಚಾಯತಿ, ನಂಜನಗೂಡು [279,1023,527,1038]
notice-bottom-3-case: ಕ್ರಿಮಿನಲ್ ಮಿಸಲೇನಿಯಸ್ ಸಂಖ್ಯೆ: 87/2024 [602,1395,734,1405]
notice-left-body: ಅರ್ಜಿದಾರರು: ಶ್ರೀಮತಿ ಎನ್.ಚಂದ್ರಮ್ಮ, ಗಂಡ ಲೇಟ್ ಕೃಷ್ಣಪ್ಪ, ವಯಸ್ಸು 55 ವರ್ಷ. ವಿರುದ್ಧ: ತಹಸೀಲ್ದಾರರು ಮತ್ತು ಜನನ ಮರಣ ನೋಂದಣಾಧಿಕಾರಿಗಳು. ಸಾರ್ವಜನಿಕ ನೋಟೀಸು: ಈ ಪ್ರಕರಣದಲ್ಲಿ ಅರ್ಜಿದಾರರು ಮರಣದ ದಿನಾಂಕ ದಾಖಲಿಸುವಂತೆ ಅರ್ಜಿ ಸಲ್ಲಿಸಿದ್ದು, ಇದಕ್ಕೆ ಯಾರದಾದರೂ ಆಕ್ಷೇಪಣೆ ಇದ್ದಲ್ಲಿ ದಿನಾಂಕ 19-02-2025 ರಂದು ಬೆಳಿಗ್ಗೆ 11-00 ಗಂಟೆಗೆ ಈ ನ್ಯಾಯಾಲಯದಲ್ಲಿ ಹಾಜರಾಗಿ ಸಲ್ಲಿಸತಕ್ಕದ್ದು. ತಪ್ಪಿದಲ್ಲಿ ಪ್ರಕರಣವನ್ನು ಏಕಪಕ್ಷೀಯವಾಗಿ ತೀರ್ಮಾನಿಸಲಾಗುವುದು. ದಿನಾಂಕ: 12-02-2025 [40,670,207,785]
notice-bottom-5-case: ಕ್ರಿಮಿನಲ್ ಮಿಸಲೇನಿಯಸ್ ಸಂಖ್ಯೆ: 124/2025 [1346,1395,1483,1405]
